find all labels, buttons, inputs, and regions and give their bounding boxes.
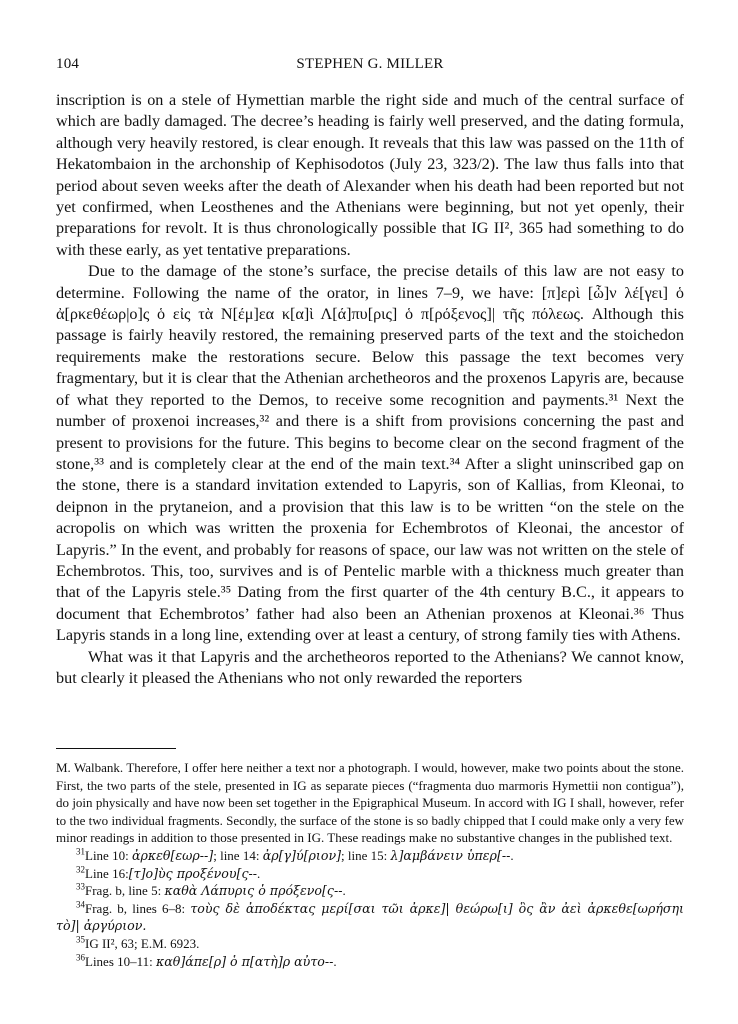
footnote-text: Frag. b, line 5:: [85, 883, 165, 899]
footnote-number: 35: [76, 934, 85, 945]
footnote-36: [56, 953, 684, 971]
footnote-text: Line 10:: [85, 847, 132, 863]
footnote-number: 31: [76, 846, 85, 857]
footnote-number: 32: [76, 864, 85, 875]
greek-text: καθ]άπε[ρ] ὁ π[ατὴ]ρ αὐτο--: [156, 953, 334, 969]
footnote-33: [56, 882, 684, 900]
footnotes: [56, 759, 684, 970]
footnote-35: [56, 935, 684, 953]
footnote-32: [56, 865, 684, 883]
footnote-text: Line 16:: [85, 865, 129, 881]
footnote-rule: [56, 748, 176, 749]
greek-text: ἀρκεθ[εωρ--]: [131, 847, 214, 863]
greek-text: [τ]ο]ὺς προξένου[ς--: [128, 865, 258, 881]
greek-text: καθὰ Λάπυρις ὁ πρόξενο[ς--: [164, 883, 343, 899]
greek-text: λ]αμβάνειν ὑπερ[--: [390, 847, 511, 863]
greek-text: τοὺς δὲ ἀποδέκτας μερί[σαι τῶι ἀρκε]| θεώρω[ι] ὃς ἂν ἀεὶ ἀρκεθε[ωρήσηι τὸ]| ἀργύριον.: [56, 900, 684, 934]
footnote-text: .: [257, 865, 261, 881]
greek-text: ἀρ[γ]ύ[ριον]: [262, 847, 342, 863]
page-header: [56, 50, 684, 76]
footnote-text: .: [333, 953, 337, 969]
body-paragraph-3: What was it that Lapyris and the archetheoros reported to the Athenians? We cannot know, but clearly it pleased the Athenians who not only rewarded the reporters: [56, 647, 684, 687]
footnote-text: .: [510, 847, 514, 863]
footnote-31: [56, 847, 684, 865]
body-text: [56, 90, 684, 689]
footnote-continuation: M. Walbank. Therefore, I offer here neither a text nor a photograph. I would, however, make two points about the stone. First, the two parts of the stele, presented in IG as separate pieces (“fragmenta duo marmoris Hymettii non contigua”), do join physically and have now been set together in the Epigraphical Museum. In accord with IG I shall, however, refer to the two individual fragments. Secondly, the surface of the stone is so badly chipped that I could make only a very few minor readings in addition to those presented in IG. These readings make no substantive changes in the published text.: [56, 760, 684, 846]
footnote-text: Lines 10–11:: [85, 953, 157, 969]
footnote-number: 33: [76, 881, 85, 892]
footnote-number: 36: [76, 952, 85, 963]
footnote-text: ; line 15:: [341, 847, 391, 863]
footnote-34: [56, 900, 684, 935]
footnote-number: 34: [76, 899, 85, 910]
footnote-text: Frag. b, lines 6–8:: [85, 900, 191, 916]
running-head: STEPHEN G. MILLER: [296, 56, 444, 72]
body-paragraph-2: Due to the damage of the stone’s surface, the precise details of this law are not easy to determine. Following the name of the orator, in lines 7–9, we have: [π]ερὶ [ὧ]ν λέ[γει] ὁ ἀ[ρκεθέωρ|ο]ς ὁ εἰς τὰ Ν[έμ]εα κ[α]ὶ Λ[ά]πυ[ρις] ὁ π[ρόξενος]| τῆς πόλεως. Although this passage is fairly heavily restored, the remaining preserved parts of the text and the stoichedon requirements make the restorations secure. Below this passage the text becomes very fragmentary, but it is clear that the Athenian archetheoros and the proxenos Lapyris are, because of what they reported to the Demos, to receive some recognition and payments.³¹ Next the number of proxenoi increases,³² and there is a shift from provisions concerning the past and present to provisions for the future. This begins to become clear on the second fragment of the stone,³³ and is completely clear at the end of the main text.³⁴ After a slight uninscribed gap on the stone, there is a standard invitation extended to Lapyris, son of Kallias, from Kleonai, to deipnon in the prytaneion, and a provision that this law is to be written “on the stele on the acropolis on which was written the proxenia for Echembrotos of Kleonai, the ancestor of Lapyris.” In the event, and probably for reasons of space, our law was not written on the stele of Echembrotos. This, too, survives and is of Pentelic marble with a thickness much greater than that of the Lapyris stele.³⁵ Dating from the first quarter of the 4th century B.C., it appears to document that Echembrotos’ father had also been an Athenian proxenos at Kleonai.³⁶ Thus Lapyris stands in a long line, extending over at least a century, of strong family ties with Athens.: [56, 262, 684, 645]
footnote-text: ; line 14:: [213, 847, 263, 863]
footnote-text: .: [342, 883, 346, 899]
page-number: 104: [56, 56, 80, 72]
body-paragraph-1: inscription is on a stele of Hymettian marble the right side and much of the central surface of which are badly damaged. The decree’s heading is fairly well preserved, and the dating formula, although very heavily restored, is clear enough. It reveals that this law was passed on the 11th of Hekatombaion in the archonship of Kephisodotos (July 23, 323/2). The law thus falls into that period about seven weeks after the death of Alexander when his death had been reported but not yet confirmed, when Leosthenes and the Athenians were beginning, but not yet openly, their preparations for revolt. It is thus chronologically possible that IG II², 365 had something to do with these early, as yet tentative preparations.: [56, 91, 684, 259]
footnote-text: IG II², 63; E.M. 6923.: [85, 935, 200, 951]
